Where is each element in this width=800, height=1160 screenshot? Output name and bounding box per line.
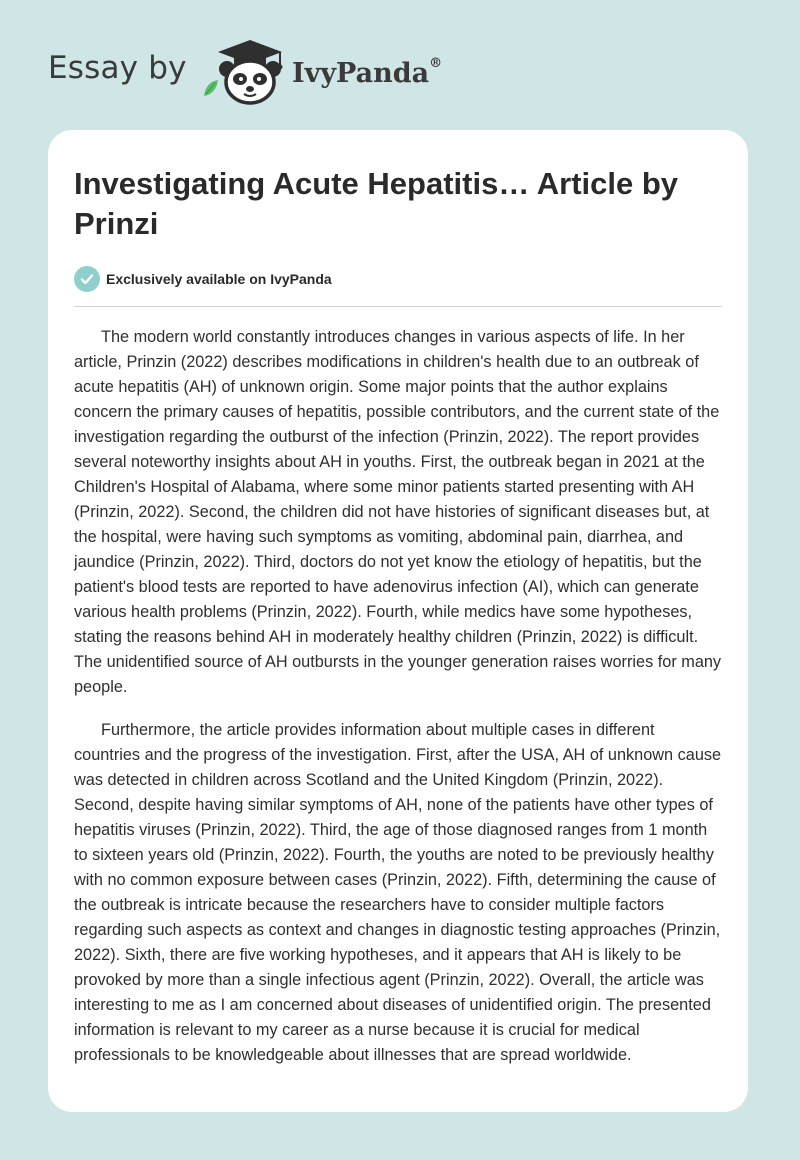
check-icon xyxy=(74,266,100,292)
brand-text: IvyPanda xyxy=(292,58,430,89)
paragraph: The modern world constantly introduces changes in various aspects of life. In her article, Prinzin (2022) describes modifications in children's health due to an outbreak of acute hepatitis (AH) of unknown origin. Some major points that the author explains concern the primary causes of hepatitis, possible contributors, and the current state of the investigation regarding the outburst of the infection (Prinzin, 2022). The report provides several noteworthy insights about AH in youths. First, the outbreak began in 2021 at the Children's Hospital of Alabama, where some minor patients started presenting with AH (Prinzin, 2022). Second, the children did not have histories of significant diseases but, at the hospital, were having such symptoms as vomiting, abdominal pain, diarrhea, and jaundice (Prinzin, 2022). Third, doctors do not yet know the etiology of hepatitis, but the patient's blood tests are reported to have adenovirus infection (AI), which can generate various health problems (Prinzin, 2022). Fourth, while medics have some hypotheses, stating the reasons behind AH in moderately healthy children (Prinzin, 2022) is difficult. The unidentified source of AH outbursts in the younger generation raises worries for many people. xyxy=(74,328,722,696)
site-header xyxy=(48,36,508,106)
trademark-symbol: ® xyxy=(429,56,443,71)
essay-by-label: Essay by xyxy=(48,50,187,86)
exclusive-label: Exclusively available on IvyPanda xyxy=(106,271,332,287)
article-title: Investigating Acute Hepatitis… Article by Prinzi xyxy=(74,166,679,241)
article-body xyxy=(74,325,722,1068)
exclusive-badge xyxy=(74,266,722,307)
article-card xyxy=(48,130,748,1112)
brand-name[interactable] xyxy=(292,58,442,89)
panda-logo-icon[interactable] xyxy=(200,36,292,106)
paragraph: Furthermore, the article provides information about multiple cases in different countries and the progress of the investigation. First, after the USA, AH of unknown cause was detected in children across Scotland and the United Kingdom (Prinzin, 2022). Second, despite having similar symptoms of AH, none of the patients have other types of hepatitis viruses (Prinzin, 2022). Third, the age of those diagnosed ranges from 1 month to sixteen years old (Prinzin, 2022). Fourth, the youths are noted to be previously healthy with no common exposure between cases (Prinzin, 2022). Fifth, determining the cause of the outbreak is intricate because the researchers have to consider multiple factors regarding such aspects as context and changes in diagnostic testing approaches (Prinzin, 2022). Sixth, there are five working hypotheses, and it appears that AH is likely to be provoked by more than a single infectious agent (Prinzin, 2022). Overall, the article was interesting to me as I am concerned about diseases of unidentified origin. The presented information is relevant to my career as a nurse because it is crucial for medical professionals to be knowledgeable about illnesses that are spread worldwide. xyxy=(74,721,722,1064)
